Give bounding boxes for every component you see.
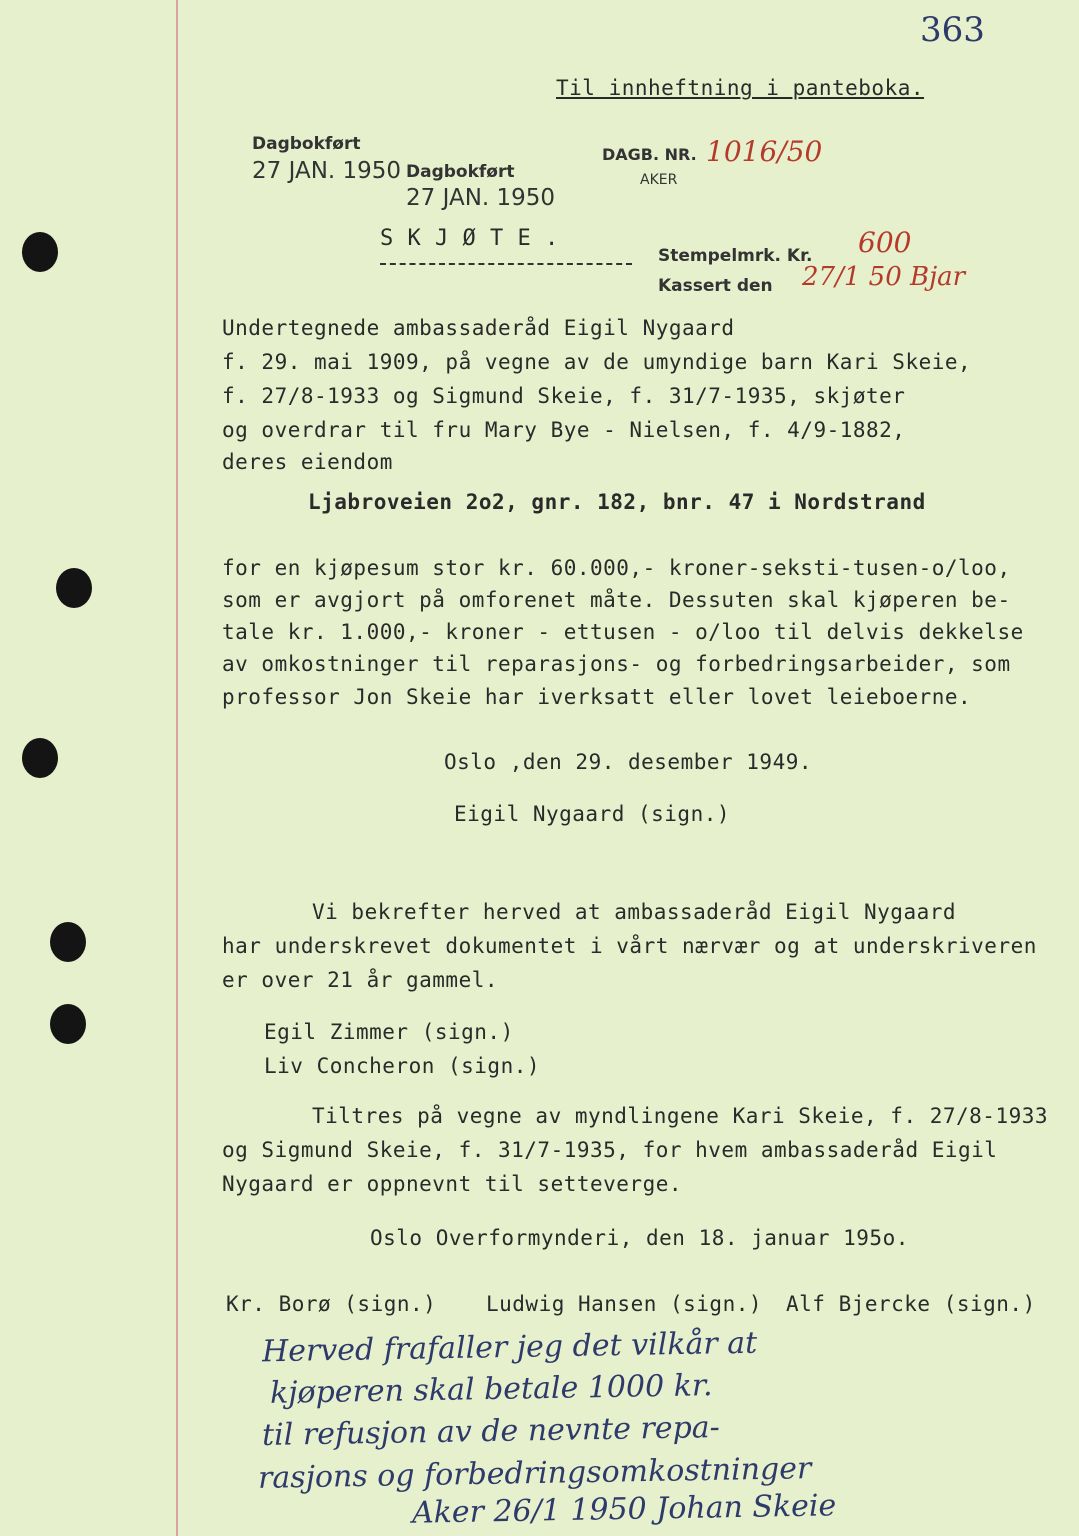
para2-line: for en kjøpesum stor kr. 60.000,- kroner-seksti-tusen-o/loo, <box>222 556 1011 580</box>
stamp-dagbokfort: Dagbokført <box>252 134 361 154</box>
para1-line: og overdrar til fru Mary Bye - Nielsen, f. 4/9-1882, <box>222 418 906 442</box>
para1-line: f. 27/8-1933 og Sigmund Skeie, f. 31/7-1935, skjøter <box>222 384 906 408</box>
punch-hole <box>50 922 86 962</box>
dagb-nr-value: 1016/50 <box>706 135 823 168</box>
para1-line: deres eiendom <box>222 450 393 474</box>
margin-line <box>176 0 178 1536</box>
handwritten-line: Herved frafaller jeg det vilkår at <box>261 1325 758 1370</box>
para2-line: av omkostninger til reparasjons- og forbedringsarbeider, som <box>222 652 1011 676</box>
title-underline <box>380 263 632 265</box>
property-line: Ljabroveien 2o2, gnr. 182, bnr. 47 i Nordstrand <box>308 490 926 514</box>
punch-hole <box>22 738 58 778</box>
header-note: Til innheftning i panteboka. <box>556 76 925 100</box>
para2-line: som er avgjort på omforenet måte. Dessuten skal kjøperen be- <box>222 588 1011 612</box>
witness-line: Egil Zimmer (sign.) <box>264 1020 514 1044</box>
stamp-date: 27 JAN. 1950 <box>252 158 402 184</box>
kassert-label: Kassert den <box>658 276 773 296</box>
para3-line: Vi bekrefter herved at ambassaderåd Eigil Nygaard <box>312 900 957 924</box>
handwritten-line: Aker 26/1 1950 Johan Skeie <box>411 1488 837 1531</box>
handwritten-line: kjøperen skal betale 1000 kr. <box>269 1368 713 1411</box>
para2-line: tale kr. 1.000,- kroner - ettusen - o/loo til delvis dekkelse <box>222 620 1024 644</box>
para3-line: har underskrevet dokumentet i vårt nærvær og at underskriveren <box>222 934 1037 958</box>
signature-line: Kr. Borø (sign.) <box>226 1292 437 1316</box>
page-number: 363 <box>920 10 985 50</box>
document-title: S K J Ø T E . <box>380 226 559 251</box>
handwritten-line: til refusjon av de nevnte repa- <box>261 1410 721 1453</box>
place-date: Oslo ,den 29. desember 1949. <box>444 750 813 774</box>
stamp-dagbokfort: Dagbokført <box>406 162 515 182</box>
punch-hole <box>22 232 58 272</box>
kassert-value: 27/1 50 Bjar <box>802 262 966 292</box>
para4-line: Tiltres på vegne av myndlingene Kari Skeie, f. 27/8-1933 <box>312 1104 1049 1128</box>
stamp-date: 27 JAN. 1950 <box>406 185 556 211</box>
para1-line: Undertegnede ambassaderåd Eigil Nygaard <box>222 316 735 340</box>
place-date-2: Oslo Overformynderi, den 18. januar 195o. <box>370 1226 909 1250</box>
para4-line: Nygaard er oppnevnt til setteverge. <box>222 1172 683 1196</box>
para2-line: professor Jon Skeie har iverksatt eller lovet leieboerne. <box>222 685 972 709</box>
stempel-value: 600 <box>858 226 912 259</box>
handwritten-line: rasjons og forbedringsomkostninger <box>257 1451 812 1496</box>
punch-hole <box>50 1004 86 1044</box>
signature-line: Eigil Nygaard (sign.) <box>454 802 731 826</box>
para4-line: og Sigmund Skeie, f. 31/7-1935, for hvem ambassaderåd Eigil <box>222 1138 998 1162</box>
para3-line: er over 21 år gammel. <box>222 968 499 992</box>
punch-hole <box>56 568 92 608</box>
stempel-label: Stempelmrk. Kr. <box>658 246 813 266</box>
witness-line: Liv Concheron (sign.) <box>264 1054 541 1078</box>
stamp-aker: AKER <box>640 172 678 188</box>
dagb-nr-label: DAGB. NR. <box>602 145 697 164</box>
signature-line: Alf Bjercke (sign.) <box>786 1292 1036 1316</box>
signature-line: Ludwig Hansen (sign.) <box>486 1292 763 1316</box>
para1-line: f. 29. mai 1909, på vegne av de umyndige barn Kari Skeie, <box>222 350 972 374</box>
